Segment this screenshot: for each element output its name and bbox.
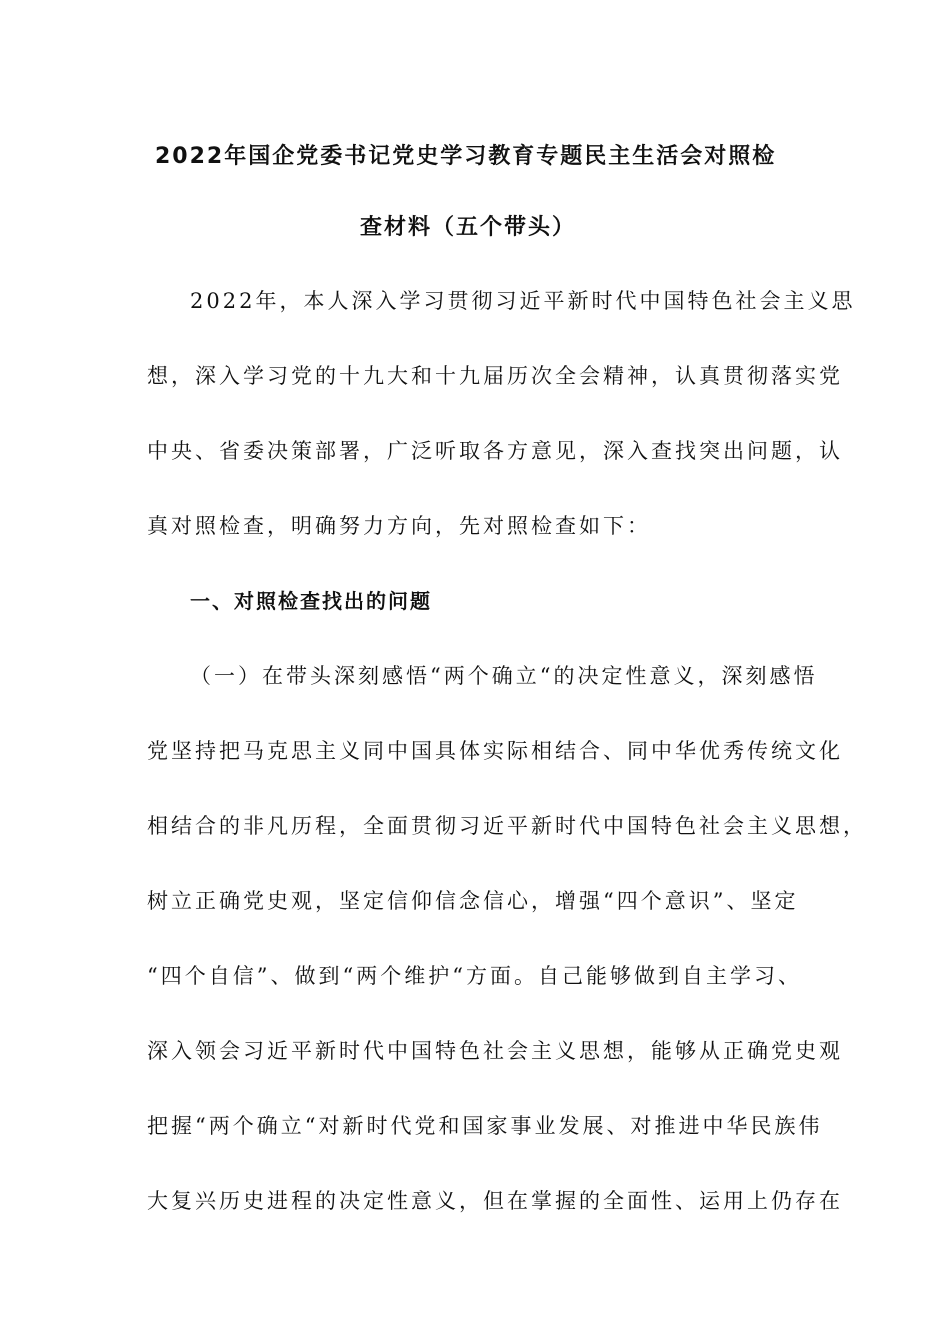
section-paragraph-line: 深入领会习近平新时代中国特色社会主义思想，能够从正确党史观	[147, 1039, 843, 1063]
section-heading: 一、对照检查找出的问题	[190, 589, 432, 613]
section-paragraph-line: 党坚持把马克思主义同中国具体实际相结合、同中华优秀传统文化	[147, 739, 843, 763]
document-title-line-1: 2022年国企党委书记党史学习教育专题民主生活会对照检	[155, 144, 777, 169]
intro-paragraph-line: 2022年，本人深入学习贯彻习近平新时代中国特色社会主义思	[190, 289, 856, 313]
intro-paragraph-line: 想，深入学习党的十九大和十九届历次全会精神，认真贯彻落实党	[147, 364, 843, 388]
section-paragraph-line: 大复兴历史进程的决定性意义，但在掌握的全面性、运用上仍存在	[147, 1189, 843, 1213]
section-paragraph-line: （一）在带头深刻感悟“两个确立“的决定性意义，深刻感悟	[190, 664, 818, 688]
section-paragraph-line: 相结合的非凡历程，全面贯彻习近平新时代中国特色社会主义思想，	[147, 814, 867, 838]
section-paragraph-line: 把握“两个确立“对新时代党和国家事业发展、对推进中华民族伟	[147, 1114, 823, 1138]
section-paragraph-line: “四个自信”、做到“两个维护“方面。自己能够做到自主学习、	[147, 964, 802, 988]
intro-paragraph-line: 真对照检查，明确努力方向，先对照检查如下：	[147, 514, 651, 538]
intro-paragraph-line: 中央、省委决策部署，广泛听取各方意见，深入查找突出问题，认	[147, 439, 843, 463]
section-paragraph-line: 树立正确党史观，坚定信仰信念信心，增强“四个意识”、坚定	[147, 889, 799, 913]
document-title-line-2: 查材料（五个带头）	[360, 215, 577, 240]
